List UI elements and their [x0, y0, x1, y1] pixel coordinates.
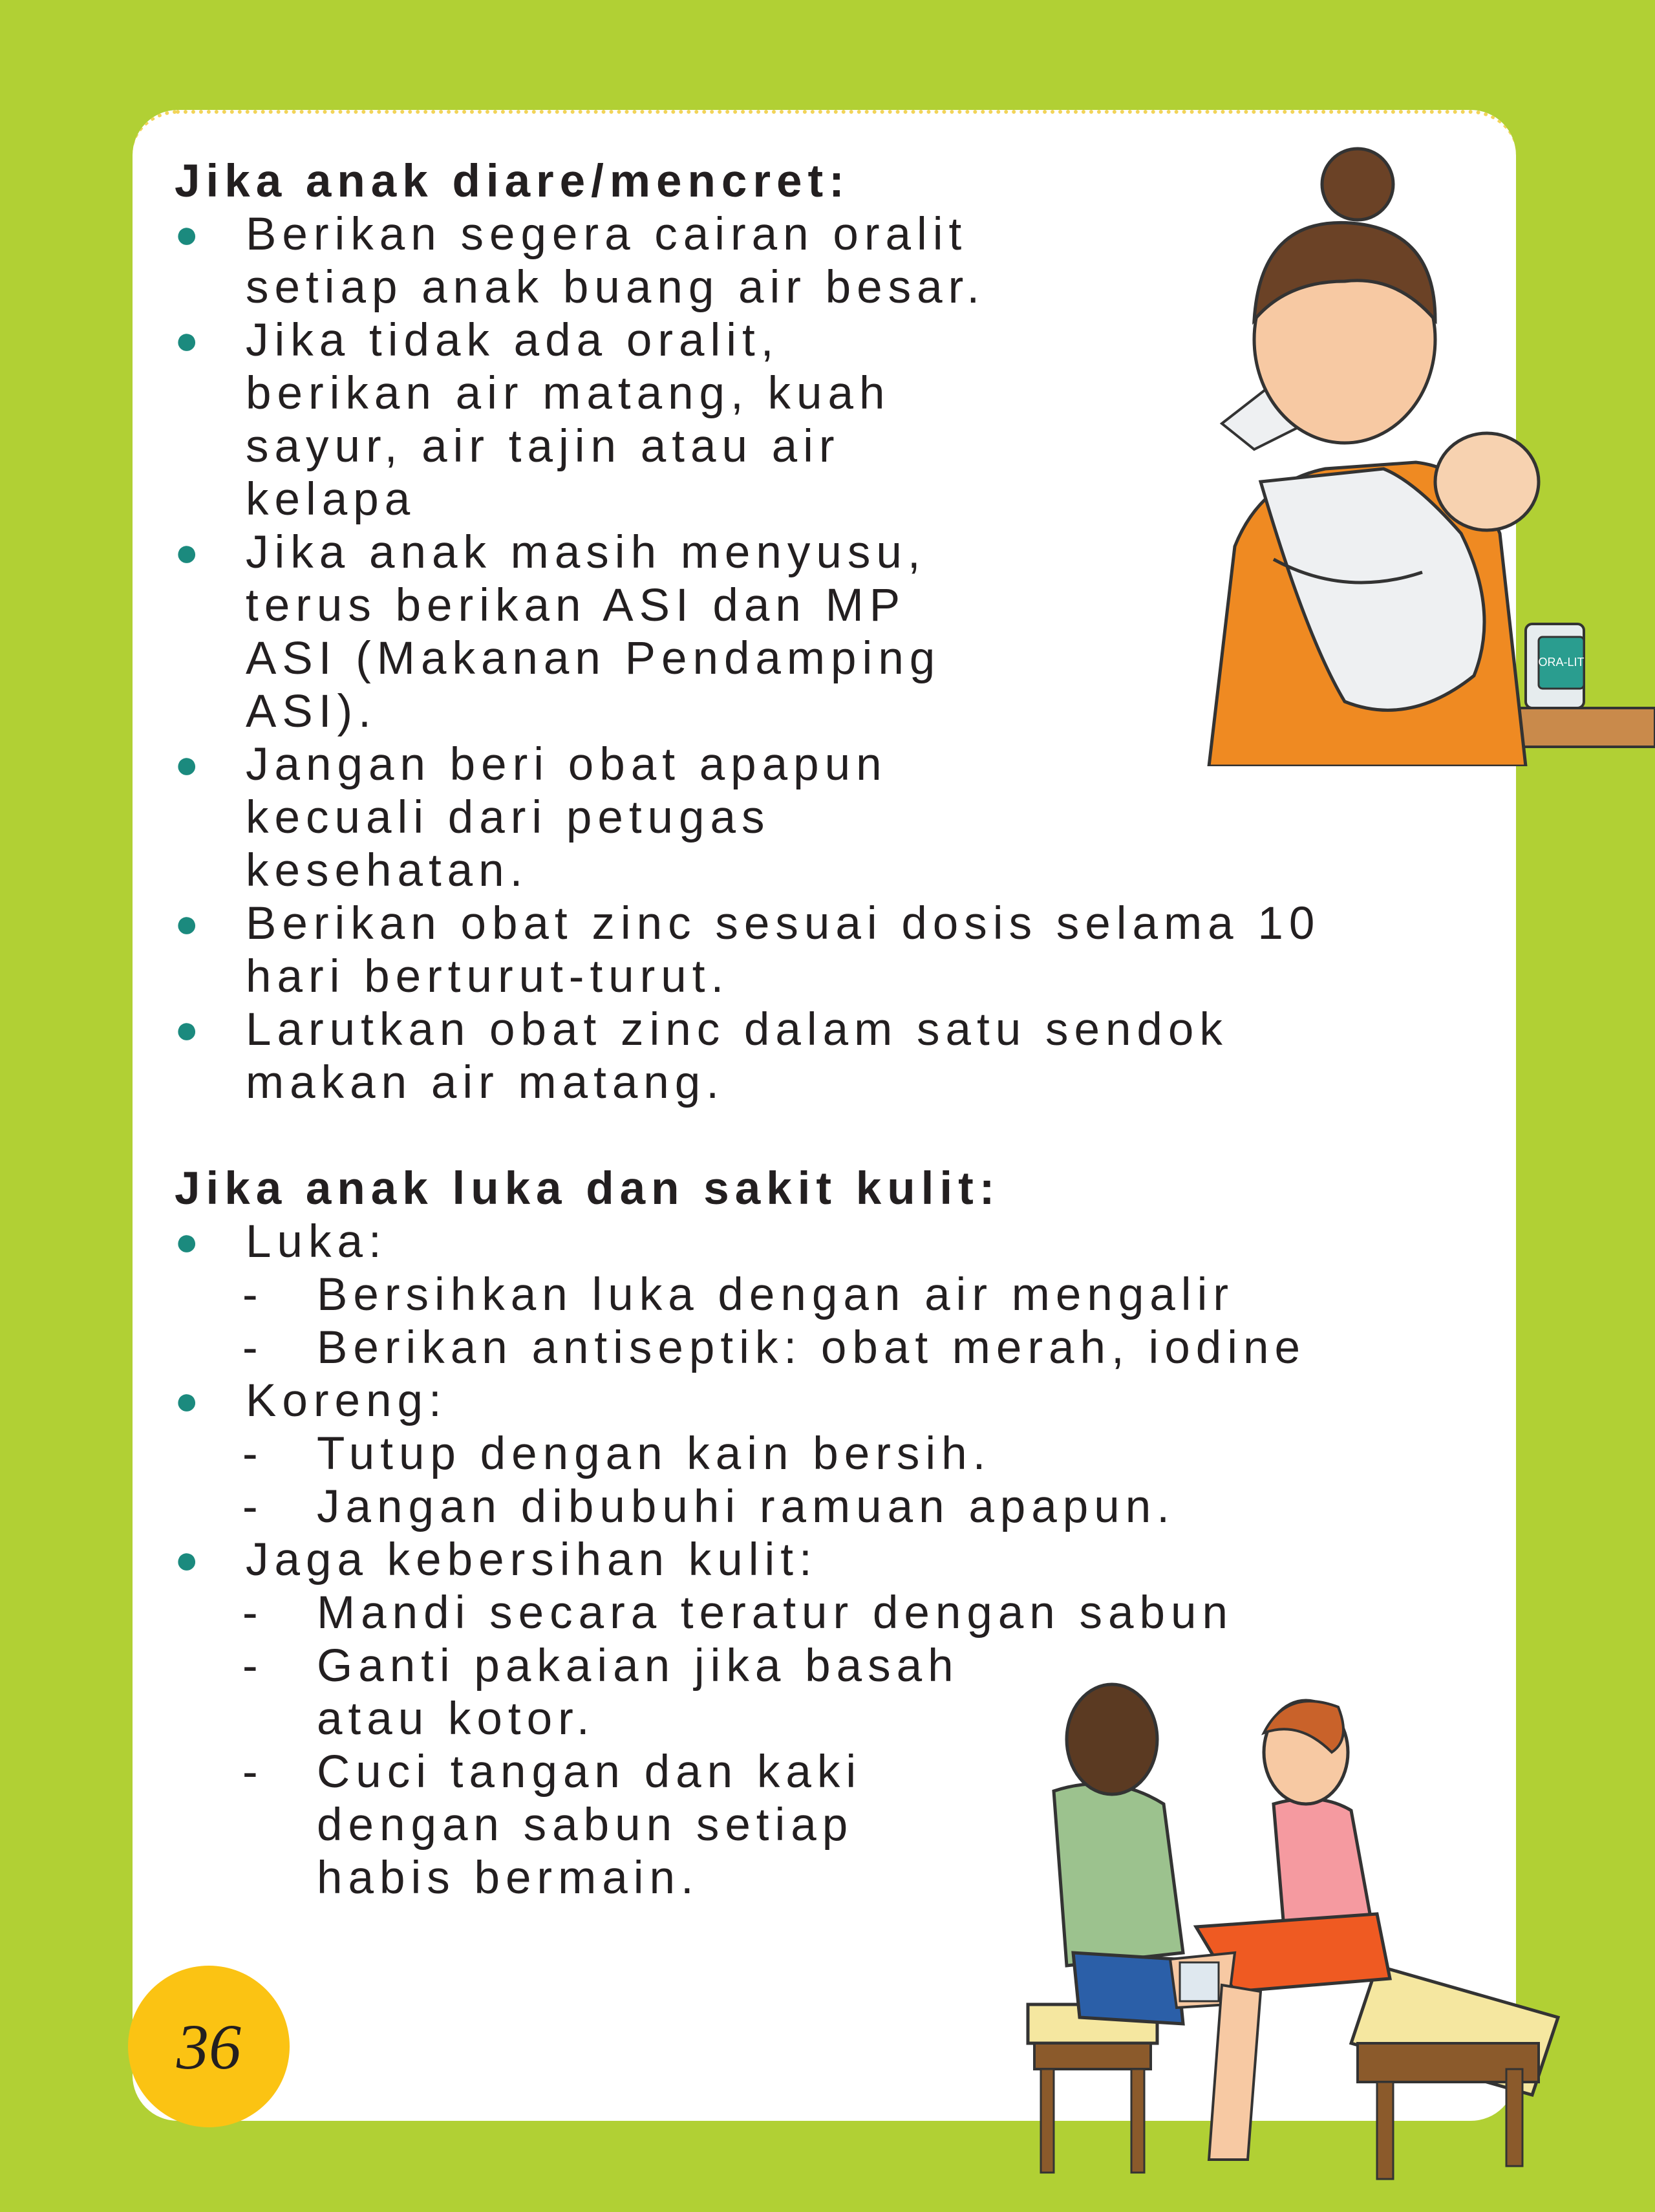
list-item-label: Koreng: — [246, 1375, 447, 1426]
sub-item-text: Berikan antiseptik: obat merah, iodine — [317, 1322, 1306, 1373]
sub-item — [175, 1428, 1435, 1481]
list-item-text: kesehatan. — [246, 845, 529, 896]
bullet-icon: ● — [175, 742, 205, 787]
bullet-icon: ● — [175, 1538, 205, 1582]
list-item-text: kelapa — [246, 474, 416, 525]
sub-item-text: atau kotor. — [317, 1693, 595, 1745]
sub-item-text: Tutup dengan kain bersih. — [317, 1428, 992, 1479]
list-item-text: berikan air matang, kuah — [246, 368, 891, 419]
sub-item-text: Jangan dibubuhi ramuan apapun. — [317, 1481, 1175, 1532]
sub-item — [175, 1481, 1435, 1534]
bullet-icon: ● — [175, 212, 205, 257]
list-item-text: Larutkan obat zinc dalam satu sendok — [246, 1004, 1228, 1055]
sub-item-text: dengan sabun setiap — [317, 1799, 854, 1851]
bullet-icon: ● — [175, 1379, 205, 1423]
list-item-label: Jaga kebersihan kulit: — [246, 1534, 818, 1585]
section-spacer — [175, 1110, 1435, 1163]
dash-marker: - — [242, 1322, 264, 1373]
list-item-text: Jika anak masih menyusu, — [246, 527, 926, 578]
dash-marker: - — [242, 1269, 264, 1320]
sub-item-text: Cuci tangan dan kaki — [317, 1746, 862, 1798]
list-item — [175, 1375, 1435, 1428]
list-item-text: ASI). — [246, 686, 377, 737]
list-item — [175, 1216, 1435, 1269]
oralit-label: ORA-LIT — [1538, 656, 1585, 669]
sub-item — [175, 1269, 1435, 1322]
bullet-icon: ● — [175, 318, 205, 363]
bullet-icon: ● — [175, 1219, 205, 1264]
sub-item-text: Bersihkan luka dengan air mengalir — [317, 1269, 1234, 1320]
wound-care-illustration — [1015, 1681, 1571, 2185]
dash-marker: - — [242, 1587, 264, 1638]
list-item-text: Berikan segera cairan oralit — [246, 209, 968, 260]
list-item-label: Luka: — [246, 1216, 387, 1267]
list-item-text: makan air matang. — [246, 1057, 725, 1108]
mother-feeding-baby-illustration — [1112, 145, 1655, 766]
page-number-badge: 36 — [128, 1966, 290, 2127]
list-item-text: kecuali dari petugas — [246, 792, 771, 843]
sub-item-text: Mandi secara teratur dengan sabun — [317, 1587, 1233, 1638]
list-item — [175, 1004, 1435, 1110]
list-item — [175, 897, 1435, 1004]
sub-item-text: Ganti pakaian jika basah — [317, 1640, 959, 1691]
dash-marker: - — [242, 1640, 264, 1691]
list-item-text: ASI (Makanan Pendamping — [246, 633, 941, 684]
section-heading-diarrhea: Jika anak diare/mencret: — [175, 156, 850, 207]
dash-marker: - — [242, 1746, 264, 1798]
list-item-text: hari berturut-turut. — [246, 951, 730, 1002]
dash-marker: - — [242, 1481, 264, 1532]
list-item-text: setiap anak buang air besar. — [246, 262, 986, 313]
list-item-text: terus berikan ASI dan MP — [246, 580, 906, 631]
bullet-icon: ● — [175, 901, 205, 946]
list-item — [175, 1534, 1435, 1587]
sub-item-text: habis bermain. — [317, 1852, 699, 1904]
sub-item — [175, 1322, 1435, 1375]
list-item-text: Jangan beri obat apapun — [246, 739, 888, 790]
sub-item — [175, 1587, 1435, 1640]
bullet-icon: ● — [175, 1007, 205, 1052]
section-heading-skin: Jika anak luka dan sakit kulit: — [175, 1163, 1001, 1214]
list-item-text: Berikan obat zinc sesuai dosis selama 10 — [246, 898, 1321, 949]
list-item-text: sayur, air tajin atau air — [246, 421, 840, 472]
list-item-text: Jika tidak ada oralit, — [246, 315, 780, 366]
bullet-icon: ● — [175, 530, 205, 575]
dash-marker: - — [242, 1428, 264, 1479]
